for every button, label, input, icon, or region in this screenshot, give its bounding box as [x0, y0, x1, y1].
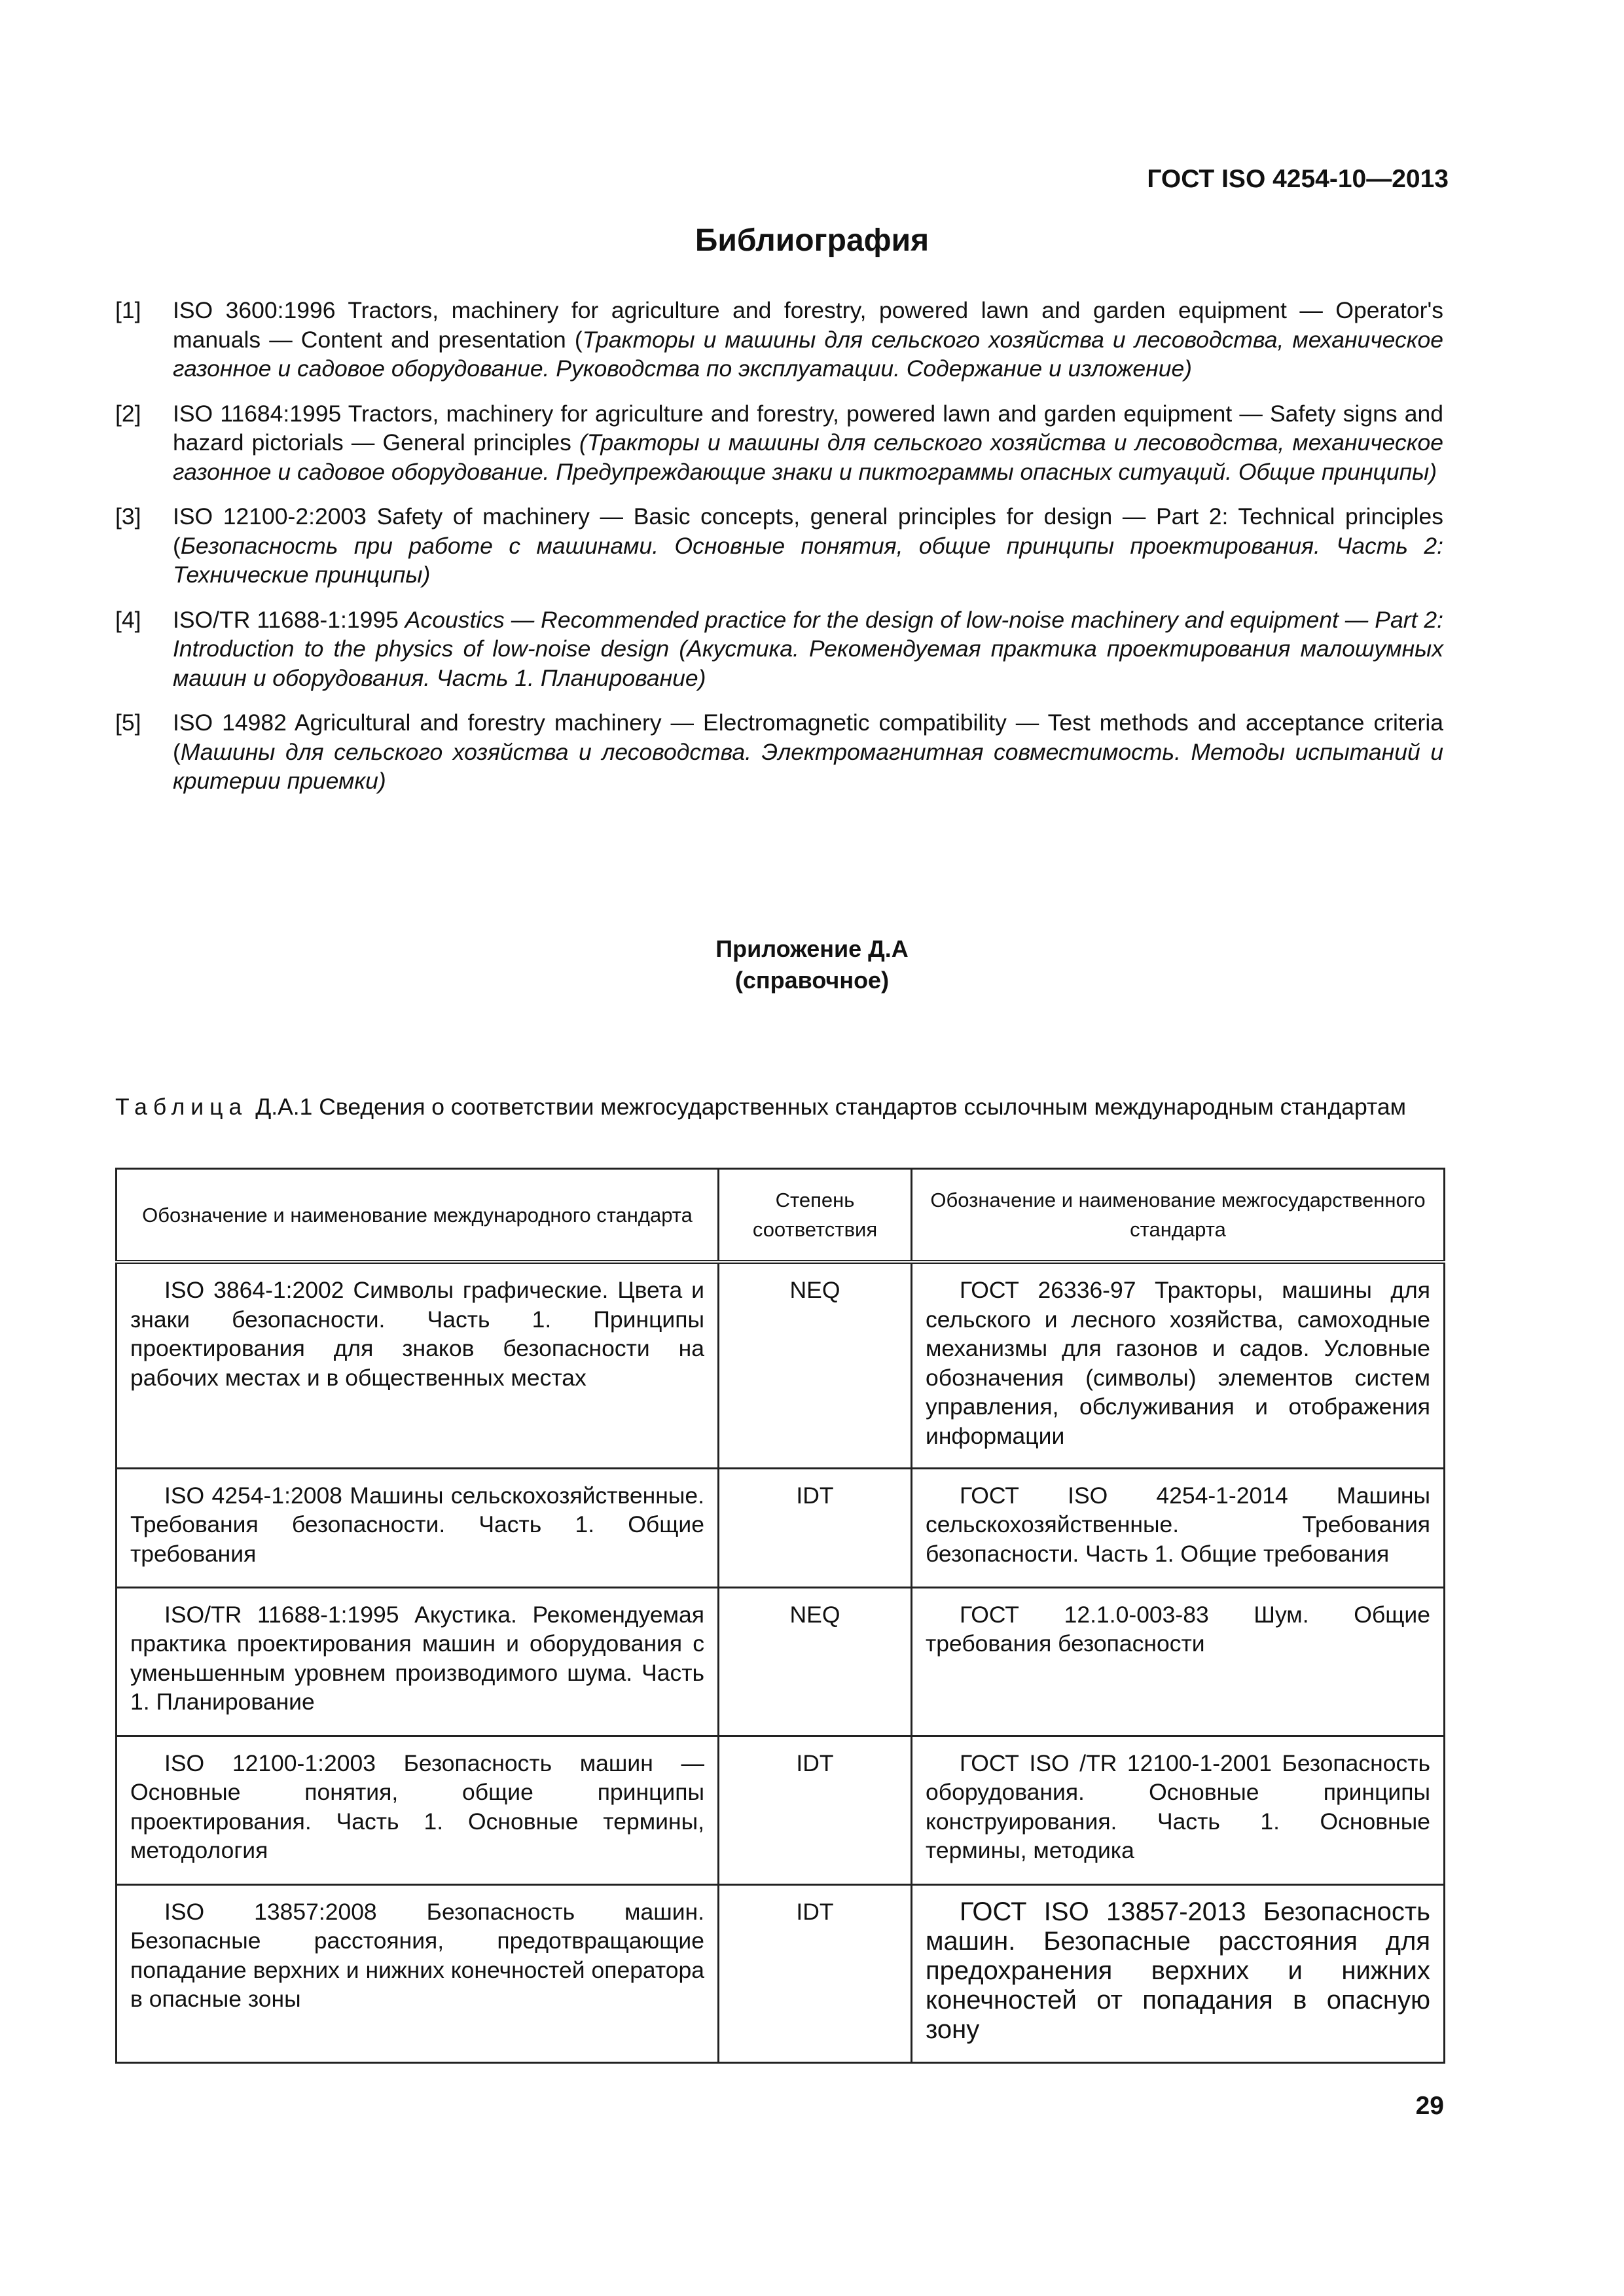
table-caption [115, 1092, 1443, 1121]
annex-title: Приложение Д.А [715, 935, 909, 962]
reference-text: ISO/TR 11688-1:1995 Acoustics — Recommended practice for the design of low-noise machinery and equipment — Part 2: Introduction to the physics of low-noise design (Акустика. Рекомендуемая практика проектирования малошумных машин и оборудования. Часть 1. Планирование) [173, 606, 1443, 691]
reference-text: ISO 3600:1996 Tractors, machinery for agriculture and forestry, powered lawn and garden equipment — Operator's manuals — Content and presentation (Тракторы и машины для сельского хозяйства и лесоводства, механическое газонное и садовое оборудование. Руководства по эксплуатации. Содержание и изложение) [173, 297, 1443, 382]
degree-cell: NEQ [719, 1587, 912, 1736]
interstate-standard-cell: ГОСТ ISO /TR 12100-1-2001 Безопасность оборудования. Основные принципы конструирования. Часть 1. Основные термины, методика [912, 1736, 1445, 1884]
bibliography-list [115, 296, 1443, 812]
bibliography-item [115, 708, 1443, 796]
table-row [117, 1262, 1445, 1468]
bibliography-item [115, 605, 1443, 693]
document-code: ГОСТ ISO 4254-10—2013 [1147, 165, 1449, 193]
bibliography-item [115, 502, 1443, 590]
table-row [117, 1587, 1445, 1736]
reference-text: ISO 12100-2:2003 Safety of machinery — Basic concepts, general principles for design — Part 2: Technical principles (Безопасность при работе с машинами. Основные понятия, общие принципы проектирования. Часть 2: Технические принципы) [173, 503, 1443, 588]
reference-text: ISO 14982 Agricultural and forestry machinery — Electromagnetic compatibility — Test methods and acceptance criteria (Машины для сельского хозяйства и лесоводства. Электромагнитная совместимость. Методы испытаний и критерии приемки) [173, 709, 1443, 794]
degree-cell: NEQ [719, 1262, 912, 1468]
reference-number: [4] [115, 606, 141, 633]
interstate-standard-cell: ГОСТ 26336-97 Тракторы, машины для сельского и лесного хозяйства, самоходные механизмы для газонов и садов. Условные обозначения (символы) элементов систем управления, обслуживания и отображения информации [912, 1262, 1445, 1468]
reference-text: ISO 11684:1995 Tractors, machinery for agriculture and forestry, powered lawn and garden equipment — Safety signs and hazard pictorials — General principles (Тракторы и машины для сельского хозяйства и лесоводства, механическое газонное и садовое оборудование. Предупреждающие знаки и пиктограммы опасных ситуаций. Общие принципы) [173, 400, 1443, 485]
annex-subtitle: (справочное) [734, 967, 890, 994]
interstate-standard-cell: ГОСТ ISO 4254-1-2014 Машины сельскохозяйственные. Требования безопасности. Часть 1. Общие требования [912, 1468, 1445, 1587]
international-standard-cell: ISO/TR 11688-1:1995 Акустика. Рекомендуемая практика проектирования машин и оборудования с уменьшенным уровнем производимого шума. Часть 1. Планирование [117, 1587, 719, 1736]
reference-number: [3] [115, 503, 141, 529]
page-number: 29 [1415, 2092, 1444, 2120]
correspondence-table [115, 1168, 1445, 2064]
interstate-standard-cell: ГОСТ 12.1.0-003-83 Шум. Общие требования безопасности [912, 1587, 1445, 1736]
reference-number: [5] [115, 709, 141, 736]
column-header-interstate: Обозначение и наименование межгосударственного стандарта [912, 1169, 1445, 1263]
degree-cell: IDT [719, 1468, 912, 1587]
column-header-degree: Степень соответствия [719, 1169, 912, 1263]
table-caption-text: Д.А.1 Сведения о соответствии межгосударственных стандартов ссылочным международным стандартам [255, 1094, 1406, 1120]
table-row [117, 1468, 1445, 1587]
reference-number: [2] [115, 400, 141, 427]
table-caption-label: Таблица [115, 1094, 248, 1120]
international-standard-cell: ISO 13857:2008 Безопасность машин. Безопасные расстояния, предотвращающие попадание верхних и нижних конечностей оператора в опасные зоны [117, 1884, 719, 2062]
international-standard-cell: ISO 4254-1:2008 Машины сельскохозяйственные. Требования безопасности. Часть 1. Общие требования [117, 1468, 719, 1587]
reference-number: [1] [115, 297, 141, 323]
international-standard-cell: ISO 12100-1:2003 Безопасность машин — Основные понятия, общие принципы проектирования. Часть 1. Основные термины, методология [117, 1736, 719, 1884]
bibliography-item [115, 296, 1443, 384]
table-row [117, 1884, 1445, 2062]
degree-cell: IDT [719, 1884, 912, 2062]
bibliography-title: Библиография [695, 223, 929, 258]
bibliography-item [115, 399, 1443, 487]
annex-heading [0, 933, 1624, 996]
table-header-row [117, 1169, 1445, 1263]
column-header-international: Обозначение и наименование международного стандарта [117, 1169, 719, 1263]
degree-cell: IDT [719, 1736, 912, 1884]
interstate-standard-cell: ГОСТ ISO 13857-2013 Безопасность машин. Безопасные расстояния для предохранения верхних и нижних конечностей от попадания в опасную зону [912, 1884, 1445, 2062]
table-row [117, 1736, 1445, 1884]
international-standard-cell: ISO 3864-1:2002 Символы графические. Цвета и знаки безопасности. Часть 1. Принципы проектирования для знаков безопасности на рабочих местах и в общественных местах [117, 1262, 719, 1468]
